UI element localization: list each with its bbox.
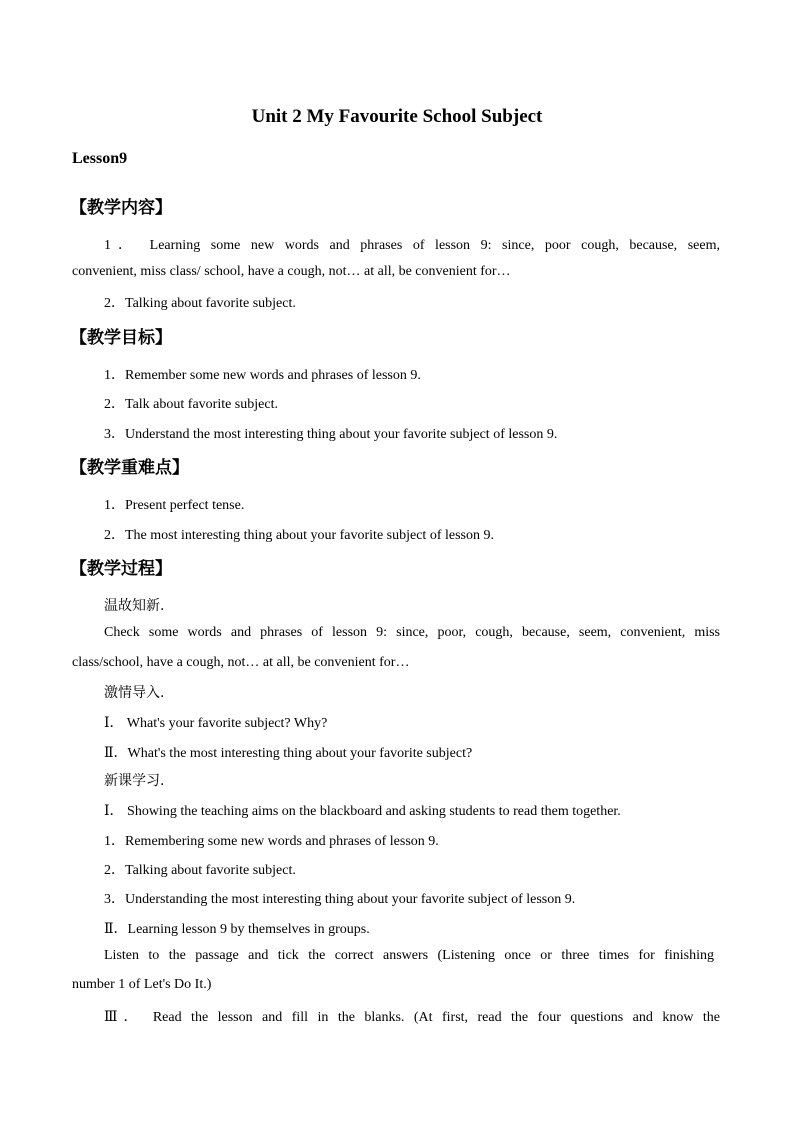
- key-points-item-1: 1．Present perfect tense.: [104, 498, 245, 513]
- listen-line-2: number 1 of Let's Do It.): [72, 977, 212, 992]
- section-heading-process: 【教学过程】: [70, 559, 172, 579]
- lesson-label: Lesson9: [72, 150, 128, 167]
- intro-title: 激情导入.: [104, 685, 165, 701]
- review-line-2: class/school, have a cough, not… at all, be convenient for…: [72, 655, 410, 670]
- section-heading-goals: 【教学目标】: [70, 328, 172, 348]
- new-lesson-step-2: Ⅱ．Learning lesson 9 by themselves in groups.: [104, 922, 370, 937]
- review-title: 温故知新.: [104, 598, 165, 614]
- goals-item-1: 1．Remember some new words and phrases of lesson 9.: [104, 368, 421, 383]
- intro-question-1: Ⅰ． What's your favorite subject? Why?: [104, 716, 328, 731]
- new-lesson-sub-1: 1．Remembering some new words and phrases of lesson 9.: [104, 834, 439, 849]
- new-lesson-title: 新课学习.: [104, 773, 165, 789]
- key-points-item-2: 2．The most interesting thing about your favorite subject of lesson 9.: [104, 528, 494, 543]
- step-3-line-1: Ⅲ． Read the lesson and fill in the blanks. (At first, read the four questions and know the: [104, 1010, 720, 1025]
- content-item-2: 2．Talking about favorite subject.: [104, 296, 296, 311]
- new-lesson-sub-2: 2．Talking about favorite subject.: [104, 863, 296, 878]
- page-title: Unit 2 My Favourite School Subject: [251, 106, 543, 127]
- section-heading-key-points: 【教学重难点】: [70, 458, 189, 478]
- content-item-1-line-1: 1． Learning some new words and phrases of lesson 9: since, poor cough, because, seem,: [104, 238, 720, 253]
- content-item-1-line-2: convenient, miss class/ school, have a cough, not… at all, be convenient for…: [72, 264, 511, 279]
- goals-item-2: 2．Talk about favorite subject.: [104, 397, 278, 412]
- new-lesson-sub-3: 3．Understanding the most interesting thing about your favorite subject of lesson 9.: [104, 892, 576, 907]
- listen-line-1: Listen to the passage and tick the correct answers (Listening once or three times for finishing: [104, 948, 714, 963]
- goals-item-3: 3．Understand the most interesting thing about your favorite subject of lesson 9.: [104, 427, 558, 442]
- new-lesson-step-1: Ⅰ． Showing the teaching aims on the blackboard and asking students to read them together.: [104, 804, 621, 819]
- section-heading-content: 【教学内容】: [70, 198, 172, 218]
- review-line-1: Check some words and phrases of lesson 9: since, poor, cough, because, seem, convenient, miss: [104, 625, 720, 640]
- intro-question-2: Ⅱ．What's the most interesting thing about your favorite subject?: [104, 746, 473, 761]
